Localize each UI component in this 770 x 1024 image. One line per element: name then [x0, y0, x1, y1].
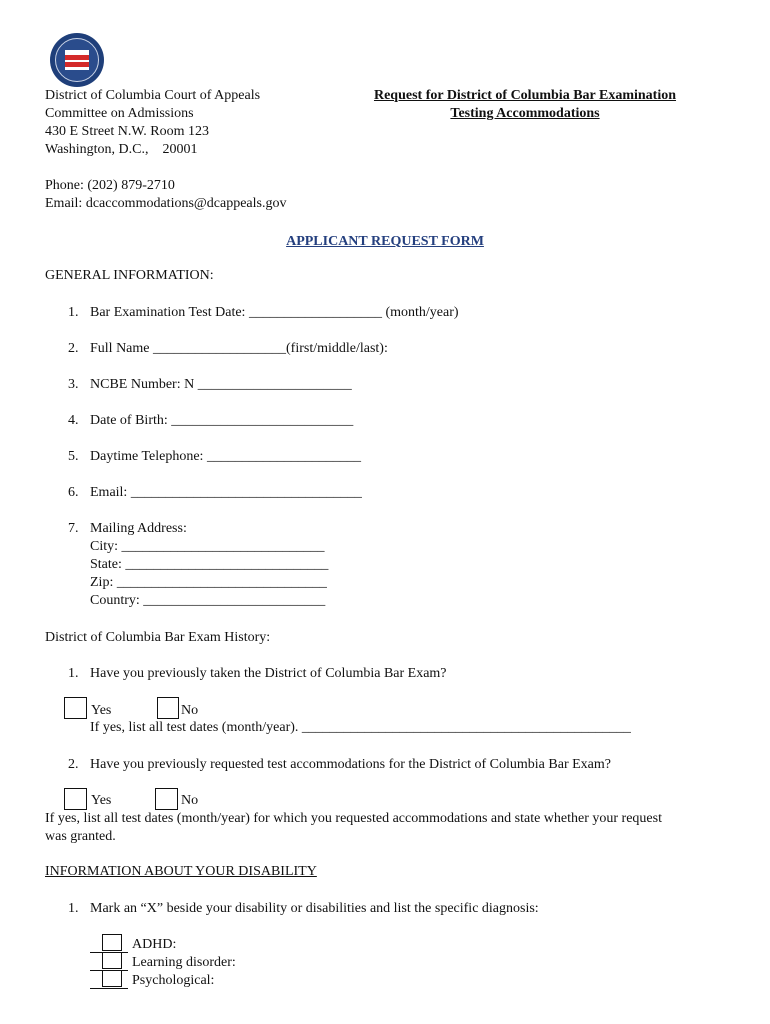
address-zip-field[interactable]: Zip: ______________________________ — [90, 575, 327, 590]
item-text: Daytime Telephone: ______________________ — [90, 449, 361, 464]
court-seal-logo — [50, 33, 104, 87]
item-text: NCBE Number: N ______________________ — [90, 377, 352, 392]
general-item-2[interactable] — [68, 340, 388, 358]
question-text: Mark an “X” beside your disability or disabilities and list the specific diagnosis: — [90, 901, 539, 916]
item-number: 1. — [68, 666, 79, 681]
general-item-3[interactable] — [68, 376, 352, 394]
address-city-field[interactable]: City: _____________________________ — [90, 539, 325, 554]
item-number: 3. — [68, 377, 79, 392]
item-text: Date of Birth: __________________________ — [90, 413, 354, 428]
q1-no-label: No — [181, 703, 199, 718]
document-title — [335, 87, 715, 123]
learning-disorder-label: Learning disorder: — [132, 955, 236, 970]
item-number: 1. — [68, 901, 79, 916]
psychological-blank-line — [90, 988, 128, 989]
psychological-label: Psychological: — [132, 973, 215, 988]
item-text: Full Name ___________________(first/middle/last): — [90, 341, 388, 356]
q2-yes-checkbox[interactable] — [64, 788, 87, 810]
q2-no-label: No — [181, 793, 199, 808]
org-name: District of Columbia Court of Appeals — [45, 88, 261, 103]
title-line-2: Testing Accommodations — [450, 106, 600, 121]
q2-no-checkbox[interactable] — [155, 788, 178, 810]
item-number: 7. — [68, 521, 79, 536]
question-text: Have you previously requested test accommodations for the District of Columbia Bar Exam? — [90, 757, 611, 772]
general-item-1[interactable] — [68, 304, 459, 322]
general-heading: GENERAL INFORMATION: — [45, 268, 214, 283]
org-street: 430 E Street N.W. Room 123 — [45, 124, 209, 139]
title-line-1: Request for District of Columbia Bar Examination — [373, 88, 677, 103]
psychological-checkbox[interactable] — [102, 970, 122, 987]
item-number: 2. — [68, 341, 79, 356]
item-number: 4. — [68, 413, 79, 428]
q2-yes-label: Yes — [91, 793, 112, 808]
email-text: Email: dcaccommodations@dcappeals.gov — [45, 196, 287, 211]
phone-text: Phone: (202) 879-2710 — [45, 178, 175, 193]
question-text: Have you previously taken the District of Columbia Bar Exam? — [90, 666, 447, 681]
learning-disorder-checkbox[interactable] — [102, 952, 122, 969]
general-item-5[interactable] — [68, 448, 361, 466]
address-country-field[interactable]: Country: __________________________ — [90, 593, 326, 608]
item-number: 1. — [68, 305, 79, 320]
history-question-2 — [68, 756, 611, 774]
address-state-field[interactable]: State: _____________________________ — [90, 557, 329, 572]
dc-flag-icon — [65, 50, 89, 70]
item-number: 5. — [68, 449, 79, 464]
q1-no-checkbox[interactable] — [157, 697, 179, 719]
item-text: Mailing Address: — [90, 521, 187, 536]
q2-followup-line-2: was granted. — [45, 829, 116, 844]
item-text: Bar Examination Test Date: ___________________ (month/year) — [90, 305, 459, 320]
history-heading: District of Columbia Bar Exam History: — [45, 630, 271, 645]
history-question-1 — [68, 665, 447, 683]
org-committee: Committee on Admissions — [45, 106, 194, 121]
item-number: 6. — [68, 485, 79, 500]
adhd-checkbox[interactable] — [102, 934, 122, 951]
general-item-7 — [68, 520, 187, 538]
form-title: APPLICANT REQUEST FORM — [286, 234, 484, 249]
general-item-6[interactable] — [68, 484, 362, 502]
q1-yes-label: Yes — [91, 703, 112, 718]
adhd-label: ADHD: — [132, 937, 177, 952]
item-number: 2. — [68, 757, 79, 772]
disability-heading: INFORMATION ABOUT YOUR DISABILITY — [45, 864, 317, 879]
item-text: Email: _________________________________ — [90, 485, 362, 500]
q1-followup-field[interactable]: If yes, list all test dates (month/year). _______________________________________________ — [90, 720, 631, 735]
q1-yes-checkbox[interactable] — [64, 697, 87, 719]
disability-question-1 — [68, 900, 539, 918]
q2-followup-line-1: If yes, list all test dates (month/year) for which you requested accommodations and state whether your request — [45, 811, 662, 826]
general-item-4[interactable] — [68, 412, 353, 430]
org-city: Washington, D.C., 20001 — [45, 142, 198, 157]
